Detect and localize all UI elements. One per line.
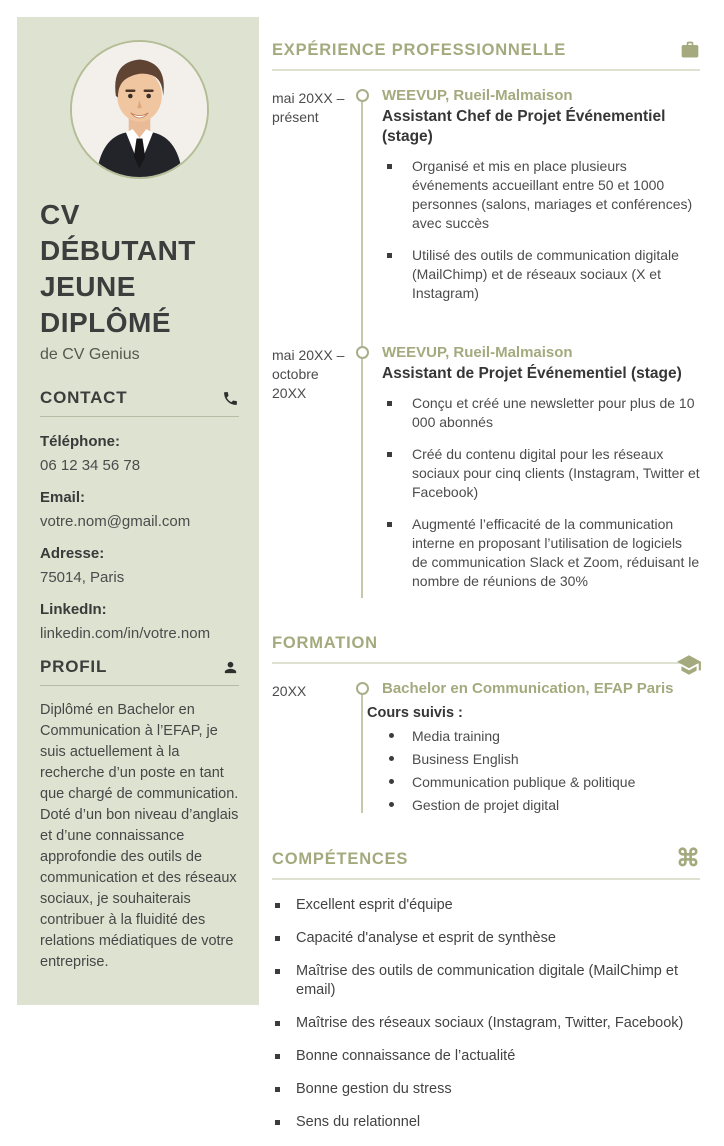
formation-divider bbox=[272, 662, 700, 664]
profil-heading-label: PROFIL bbox=[40, 657, 108, 676]
company-name: WEEVUP, Rueil-Malmaison bbox=[382, 344, 573, 361]
profil-section-heading bbox=[40, 657, 239, 677]
timeline-dot bbox=[356, 682, 369, 695]
timeline-dot bbox=[356, 89, 369, 102]
linkedin-label: LinkedIn: bbox=[40, 601, 107, 618]
formation-entry-dates bbox=[272, 680, 352, 819]
job-bullet: Organisé et mis en place plusieurs événements accueillant entre 50 et 1000 personnes (salons, mariages et conférences) avec succès bbox=[382, 157, 700, 233]
formation-entry bbox=[272, 680, 700, 819]
experience-timeline bbox=[272, 87, 700, 604]
competences-heading-label: COMPÉTENCES bbox=[272, 849, 409, 868]
course-item: Business English bbox=[382, 750, 700, 768]
skill-item: Maîtrise des outils de communication digitale (MailChimp et email) bbox=[272, 962, 692, 1000]
cv-subtitle: de CV Genius bbox=[40, 346, 140, 363]
cv-title-line: DÉBUTANT bbox=[40, 235, 196, 266]
skill-item: Maîtrise des réseaux sociaux (Instagram, Twitter, Facebook) bbox=[272, 1014, 692, 1033]
course-list bbox=[382, 727, 700, 814]
cv-title-line: DIPLÔMÉ bbox=[40, 307, 172, 338]
job-title: Assistant de Projet Événementiel (stage) bbox=[382, 365, 682, 382]
timeline-dot bbox=[356, 346, 369, 359]
experience-entry bbox=[272, 87, 700, 316]
job-bullet: Augmenté l’efficacité de la communication interne en proposant l’utilisation de logiciels de communication Slack et Zoom, réduisant le nombre de réunions de 30% bbox=[382, 515, 700, 591]
skill-item: Bonne gestion du stress bbox=[272, 1080, 692, 1099]
graduation-cap-icon bbox=[676, 652, 702, 678]
date-line: mai 20XX – bbox=[272, 347, 345, 363]
cv-title-line: CV bbox=[40, 199, 80, 230]
phone-value: 06 12 34 56 78 bbox=[40, 457, 141, 474]
skill-item: Sens du relationnel bbox=[272, 1113, 692, 1132]
briefcase-icon bbox=[680, 40, 700, 60]
experience-entry-dates bbox=[272, 87, 352, 316]
skill-item: Excellent esprit d'équipe bbox=[272, 896, 692, 915]
contact-section-heading bbox=[40, 388, 239, 408]
experience-entry bbox=[272, 344, 700, 604]
person-icon bbox=[222, 659, 239, 676]
job-bullet: Conçu et créé une newsletter pour plus de 10 000 abonnés bbox=[382, 394, 700, 432]
address-label: Adresse: bbox=[40, 545, 105, 562]
profil-divider bbox=[40, 685, 239, 686]
course-item: Communication publique & politique bbox=[382, 773, 700, 791]
date-line: mai 20XX – bbox=[272, 90, 345, 106]
date-line: présent bbox=[272, 109, 319, 125]
experience-section bbox=[272, 40, 700, 604]
job-title: Assistant Chef de Projet Événementiel (stage) bbox=[382, 108, 666, 145]
timeline-node bbox=[352, 87, 382, 316]
job-bullet-list bbox=[382, 394, 700, 591]
competences-section bbox=[272, 845, 700, 1132]
experience-entry-body bbox=[382, 344, 700, 604]
contact-list bbox=[40, 433, 239, 642]
experience-heading-label: EXPÉRIENCE PROFESSIONNELLE bbox=[272, 40, 567, 59]
company-name: WEEVUP, Rueil-Malmaison bbox=[382, 87, 573, 104]
formation-entry-body bbox=[367, 680, 700, 819]
course-item: Gestion de projet digital bbox=[382, 796, 700, 814]
address-value: 75014, Paris bbox=[40, 569, 125, 586]
experience-divider bbox=[272, 69, 700, 71]
command-icon: ⌘ bbox=[676, 845, 700, 872]
formation-timeline bbox=[272, 680, 700, 819]
job-bullet: Utilisé des outils de communication digitale (MailChimp) et de réseaux sociaux (X et Instagram) bbox=[382, 246, 700, 303]
phone-label: Téléphone: bbox=[40, 433, 121, 450]
experience-entry-dates bbox=[272, 344, 352, 604]
cv-title bbox=[40, 197, 239, 341]
course-item: Media training bbox=[382, 727, 700, 745]
graduation-cap-icon-wrap bbox=[676, 652, 702, 683]
sidebar bbox=[17, 17, 259, 1005]
linkedin-value: linkedin.com/in/votre.nom bbox=[40, 625, 211, 642]
avatar-photo-illustration bbox=[72, 42, 207, 177]
skill-item: Bonne connaissance de l’actualité bbox=[272, 1047, 692, 1066]
experience-heading bbox=[272, 40, 700, 60]
skills-list bbox=[272, 896, 700, 1132]
formation-section bbox=[272, 634, 700, 819]
timeline-node bbox=[352, 680, 382, 819]
competences-divider bbox=[272, 878, 700, 880]
formation-heading bbox=[272, 634, 700, 653]
courses-label: Cours suivis : bbox=[367, 705, 463, 721]
contact-divider bbox=[40, 416, 239, 417]
phone-icon bbox=[222, 390, 239, 407]
profil-text: Diplômé en Bachelor en Communication à l’EFAP, je suis actuellement à la recherche d’un poste en tant que chargé de communication. Doté d’un bon niveau d’anglais et d’une connaissance approfondie des outils de communication et des réseaux sociaux, je souhaiterais contribuer à la fluidité des relations médiatiques de votre entreprise. bbox=[40, 702, 239, 970]
skill-item: Capacité d'analyse et esprit de synthèse bbox=[272, 929, 692, 948]
degree-title: Bachelor en Communication, EFAP Paris bbox=[382, 680, 674, 697]
contact-heading-label: CONTACT bbox=[40, 388, 128, 407]
date-line: octobre 20XX bbox=[272, 366, 319, 401]
avatar bbox=[70, 40, 209, 179]
competences-heading bbox=[272, 845, 700, 872]
email-label: Email: bbox=[40, 489, 86, 506]
cv-title-line: JEUNE bbox=[40, 271, 136, 302]
job-bullet-list bbox=[382, 157, 700, 303]
job-bullet: Créé du contenu digital pour les réseaux sociaux pour cinq clients (Instagram, Twitter et Facebook) bbox=[382, 445, 700, 502]
date-line: 20XX bbox=[272, 683, 307, 699]
email-value: votre.nom@gmail.com bbox=[40, 513, 191, 530]
formation-heading-label: FORMATION bbox=[272, 634, 378, 652]
experience-entry-body bbox=[382, 87, 700, 316]
timeline-node bbox=[352, 344, 382, 604]
main-column bbox=[272, 40, 700, 1146]
